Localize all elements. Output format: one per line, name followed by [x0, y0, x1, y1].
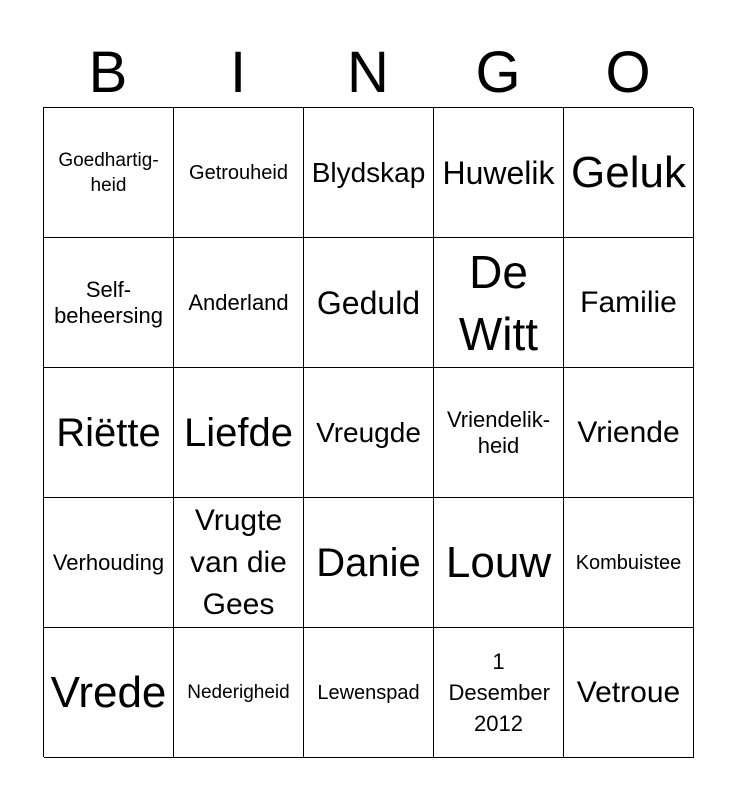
cell-label: Danie: [316, 540, 421, 585]
bingo-cell-r4-c1[interactable]: [44, 498, 174, 628]
bingo-cell-r4-c2[interactable]: [174, 498, 304, 628]
bingo-cell-r1-c5[interactable]: [564, 108, 694, 238]
header-letter-o: O: [605, 40, 651, 105]
cell-label: Vrugte van die Gees: [190, 503, 287, 621]
cell-label: Familie: [580, 285, 677, 319]
bingo-cell-r1-c2[interactable]: [174, 108, 304, 238]
bingo-cell-r4-c5[interactable]: [564, 498, 694, 628]
cell-label: 1 Desember 2012: [448, 649, 550, 736]
cell-label: Kombuistee: [575, 551, 682, 574]
bingo-card-grid: [43, 107, 693, 757]
bingo-cell-r2-c3[interactable]: [304, 238, 434, 368]
cell-label: Vrede: [50, 667, 167, 717]
cell-label: Verhouding: [52, 549, 165, 575]
bingo-cell-r2-c2[interactable]: [174, 238, 304, 368]
cell-label: Lewenspad: [317, 681, 420, 704]
cell-label: Geluk: [571, 147, 686, 197]
bingo-cell-r4-c4[interactable]: [434, 498, 564, 628]
bingo-cell-r1-c1[interactable]: [44, 108, 174, 238]
cell-label: Riëtte: [56, 410, 161, 455]
cell-label: De Witt: [458, 245, 539, 360]
bingo-cell-r3-c1[interactable]: [44, 368, 174, 498]
cell-label: Goedhartig-heid: [58, 149, 159, 196]
cell-label: Anderland: [188, 289, 289, 315]
bingo-cell-r3-c3[interactable]: [304, 368, 434, 498]
cell-label: Vriende: [577, 415, 680, 449]
bingo-cell-r4-c3[interactable]: [304, 498, 434, 628]
header-letter-b: B: [88, 40, 128, 105]
header-letter-g: G: [475, 40, 521, 105]
bingo-header: [43, 40, 693, 106]
bingo-cell-r5-c1[interactable]: [44, 628, 174, 758]
bingo-cell-r2-c1[interactable]: [44, 238, 174, 368]
cell-label: Getrouheid: [189, 161, 288, 184]
cell-label: Geduld: [316, 284, 421, 321]
cell-label: Blydskap: [311, 156, 426, 188]
cell-label: Vreugde: [316, 416, 421, 448]
bingo-cell-r5-c2[interactable]: [174, 628, 304, 758]
cell-label: Vetroue: [576, 675, 681, 709]
cell-label: Vriendelik-heid: [446, 406, 551, 458]
header-letter-i: I: [229, 40, 247, 105]
bingo-cell-r5-c3[interactable]: [304, 628, 434, 758]
cell-label: Liefde: [184, 410, 293, 455]
bingo-cell-r3-c5[interactable]: [564, 368, 694, 498]
cell-label: Nederigheid: [187, 682, 290, 703]
cell-label: Self-beheersing: [54, 276, 163, 328]
bingo-cell-r3-c2[interactable]: [174, 368, 304, 498]
bingo-cell-r5-c5[interactable]: [564, 628, 694, 758]
bingo-cell-r2-c4[interactable]: [434, 238, 564, 368]
header-letter-n: N: [347, 40, 389, 105]
bingo-cell-r5-c4[interactable]: [434, 628, 564, 758]
bingo-cell-r2-c5[interactable]: [564, 238, 694, 368]
cell-label: Louw: [445, 537, 552, 587]
bingo-cell-r1-c4[interactable]: [434, 108, 564, 238]
bingo-cell-r1-c3[interactable]: [304, 108, 434, 238]
bingo-cell-r3-c4[interactable]: [434, 368, 564, 498]
cell-label: Huwelik: [442, 154, 555, 191]
